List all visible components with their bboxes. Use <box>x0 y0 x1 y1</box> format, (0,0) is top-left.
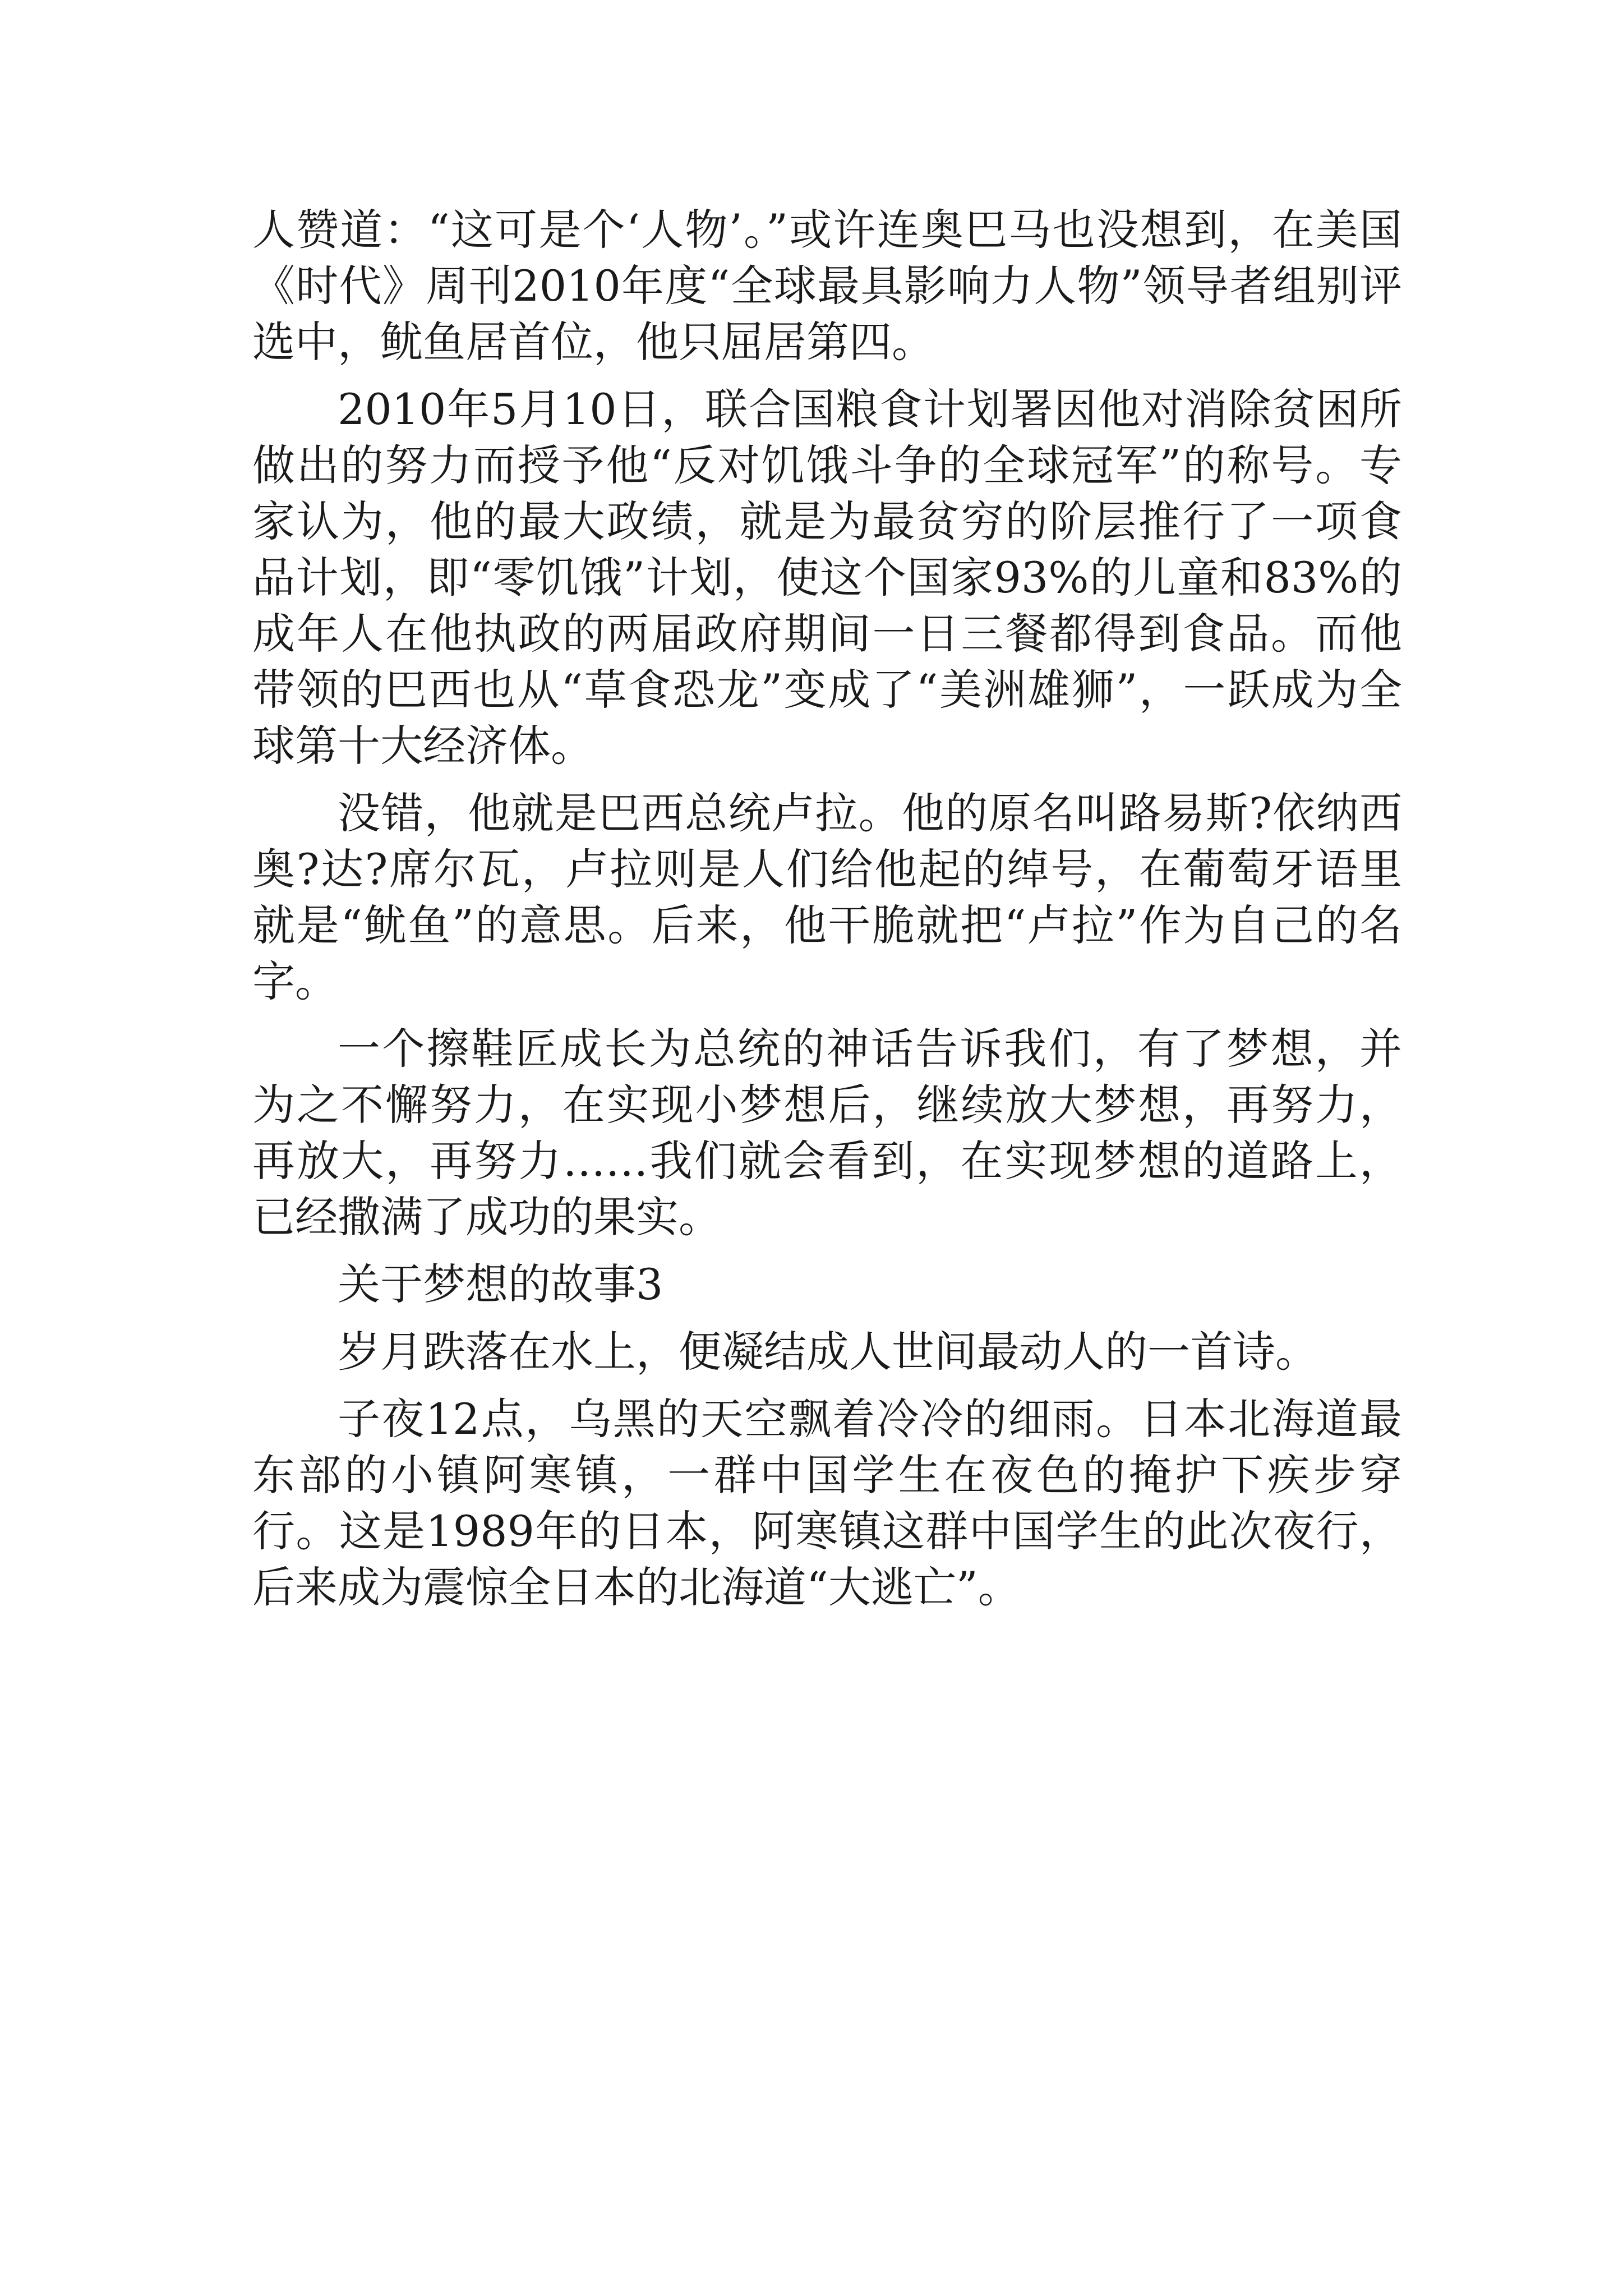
paragraph-poem-line: 岁月跌落在水上，便凝结成人世间最动人的一首诗。 <box>338 1327 1318 1377</box>
paragraph-hunger-award: 2010年5月10日，联合国粮食计划署因他对消除贫困所做出的努力而授予他“反对饥饿斗争的全球冠军”的称号。专家认为，他的最大政绩，就是为最贫穷的阶层推行了一项食品计划，即“零饥饿”计划，使这个国家93%的儿童和83%的成年人在他执政的两届政府期间一日三餐都得到食品。而他带领的巴西也从“草食恐龙”变成了“美洲雄狮”，一跃成为全球第十大经济体。 <box>252 384 1402 771</box>
section-heading-story-3: 关于梦想的故事3 <box>338 1259 663 1309</box>
document-body <box>252 202 1402 1627</box>
paragraph-lula-name: 没错，他就是巴西总统卢拉。他的原名叫路易斯?依纳西奥?达?席尔瓦，卢拉则是人们给他起的绰号，在葡萄牙语里就是“鱿鱼”的意思。后来，他干脆就把“卢拉”作为自己的名字。 <box>252 788 1402 1006</box>
paragraph-hokkaido-escape: 子夜12点，乌黑的天空飘着冷冷的细雨。日本北海道最东部的小镇阿寒镇，一群中国学生在夜色的掩护下疾步穿行。这是1989年的日本，阿寒镇这群中国学生的此次夜行，后来成为震惊全日本的北海道“大逃亡”。 <box>252 1394 1402 1612</box>
paragraph-continuation: 人赞道：“这可是个‘人物’。”或许连奥巴马也没想到，在美国《时代》周刊2010年度“全球最具影响力人物”领导者组别评选中，鱿鱼居首位，他只屈居第四。 <box>252 205 1402 367</box>
paragraph-dream-lesson: 一个擦鞋匠成长为总统的神话告诉我们，有了梦想，并为之不懈努力，在实现小梦想后，继续放大梦想，再努力，再放大，再努力……我们就会看到，在实现梦想的道路上，已经撒满了成功的果实。 <box>252 1024 1402 1242</box>
